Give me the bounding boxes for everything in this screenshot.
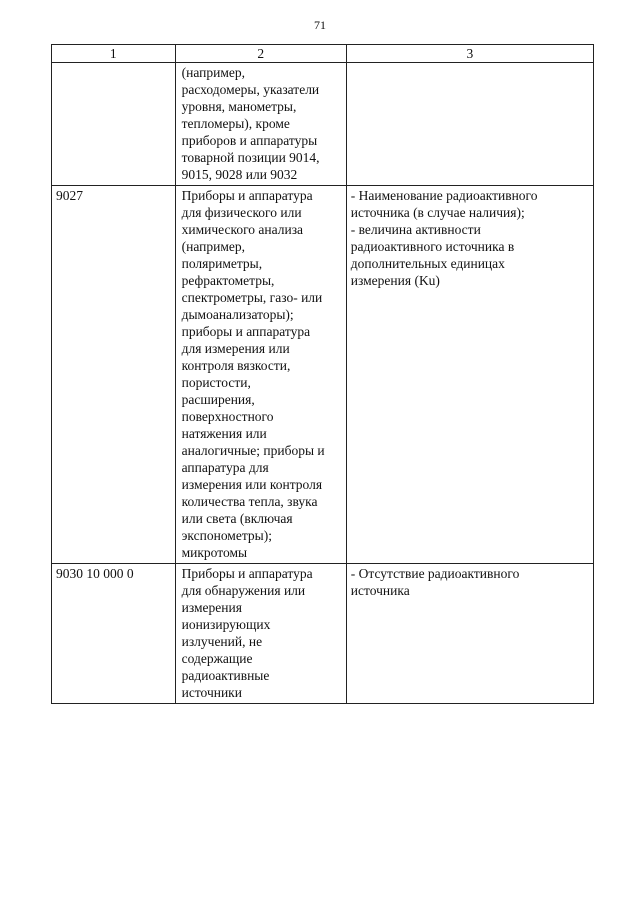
description-line: поверхностного <box>181 409 274 424</box>
code-text: 9027 <box>56 188 83 203</box>
requirement-line: - Отсутствие радиоактивного <box>350 566 520 581</box>
description-line: измерения <box>181 600 242 615</box>
description-line: аналогичные; приборы и <box>181 443 325 458</box>
table-row <box>52 63 594 186</box>
requirement-line: - Наименование радиоактивного <box>350 188 538 203</box>
description-line: (например, <box>181 239 246 254</box>
requirement-line: - величина активности <box>350 222 481 237</box>
description-line: ионизирующих <box>181 617 271 632</box>
description-line: поляриметры, <box>181 256 263 271</box>
description-cell <box>175 63 346 186</box>
requirement-line: дополнительных единицах <box>350 256 505 271</box>
description-line: натяжения или <box>181 426 267 441</box>
table-row <box>52 564 594 704</box>
description-line: радиоактивные <box>181 668 270 683</box>
description-line: дымоанализаторы); <box>181 307 294 322</box>
requirement-line: измерения (Ku) <box>350 273 440 288</box>
description-line: источники <box>181 685 242 700</box>
document-table <box>51 44 594 704</box>
table-header-row <box>52 45 594 63</box>
page-number: 71 <box>314 18 326 32</box>
description-cell <box>175 564 346 704</box>
requirement-line: источника <box>350 583 410 598</box>
description-line: 9015, 9028 или 9032 <box>181 167 298 182</box>
description-line: уровня, манометры, <box>181 99 297 114</box>
requirement-cell <box>346 186 593 564</box>
description-line: пористости, <box>181 375 251 390</box>
description-line: для обнаружения или <box>181 583 306 598</box>
description-line: экспонометры); <box>181 528 272 543</box>
description-line: (например, <box>181 65 246 80</box>
description-line: микротомы <box>181 545 248 560</box>
description-line: расходомеры, указатели <box>181 82 320 97</box>
description-line: химического анализа <box>181 222 304 237</box>
description-cell <box>175 186 346 564</box>
column-header-2: 2 <box>175 45 346 63</box>
column-header-3: 3 <box>346 45 593 63</box>
description-line: содержащие <box>181 651 253 666</box>
description-line: рефрактометры, <box>181 273 275 288</box>
description-line: приборов и аппаратуры <box>181 133 318 148</box>
description-line: аппаратура для <box>181 460 269 475</box>
description-line: тепломеры), кроме <box>181 116 290 131</box>
table-row <box>52 186 594 564</box>
code-cell <box>52 186 176 564</box>
description-line: излучений, не <box>181 634 263 649</box>
description-line: приборы и аппаратура <box>181 324 311 339</box>
requirement-cell <box>346 63 593 186</box>
description-line: для физического или <box>181 205 302 220</box>
column-header-1: 1 <box>52 45 176 63</box>
description-line: Приборы и аппаратура <box>181 566 313 581</box>
code-cell <box>52 564 176 704</box>
description-line: товарной позиции 9014, <box>181 150 320 165</box>
description-line: для измерения или <box>181 341 290 356</box>
code-cell <box>52 63 176 186</box>
description-line: измерения или контроля <box>181 477 323 492</box>
requirement-line: радиоактивного источника в <box>350 239 515 254</box>
code-text: 9030 10 000 0 <box>56 566 134 581</box>
description-line: спектрометры, газо- или <box>181 290 323 305</box>
description-line: количества тепла, звука <box>181 494 318 509</box>
description-line: или света (включая <box>181 511 293 526</box>
description-line: Приборы и аппаратура <box>181 188 313 203</box>
description-line: контроля вязкости, <box>181 358 291 373</box>
requirement-cell <box>346 564 593 704</box>
requirement-line: источника (в случае наличия); <box>350 205 525 220</box>
description-line: расширения, <box>181 392 255 407</box>
